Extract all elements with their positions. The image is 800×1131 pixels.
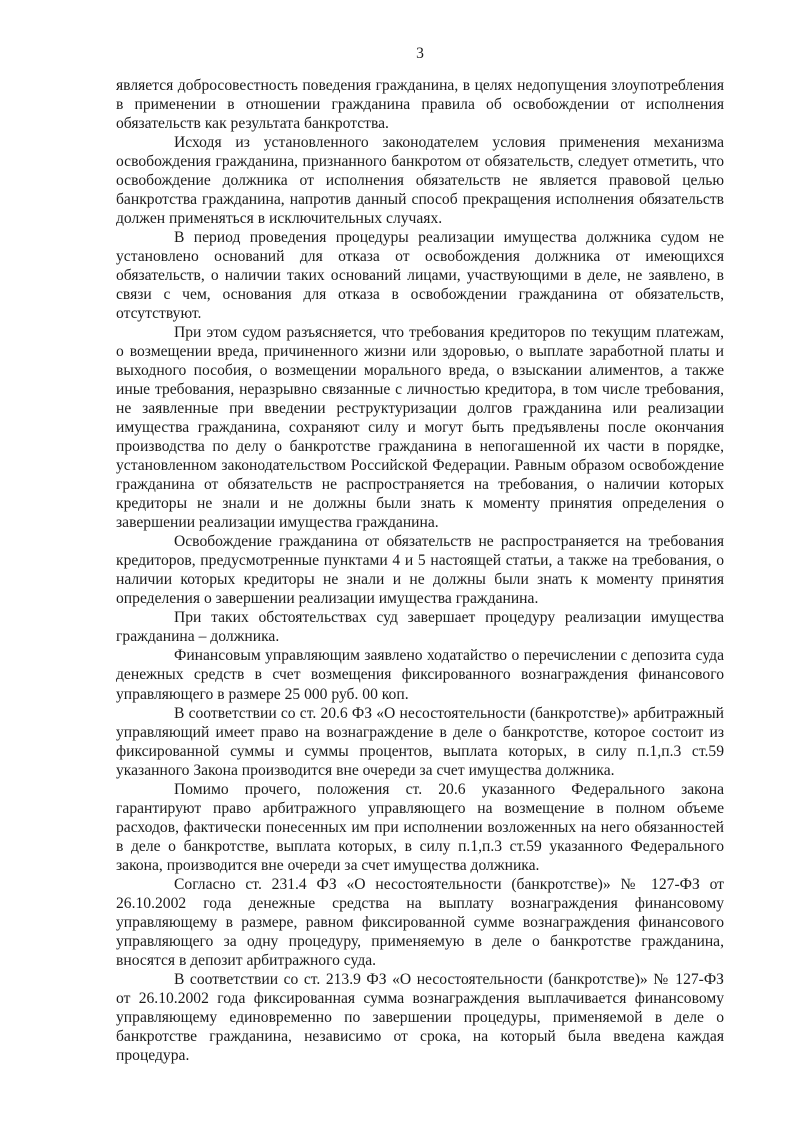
paragraph-1: является добросовестность поведения гражданина, в целях недопущения злоупотребления в применении в отношении гражданина правила об освобождении от исполнения обязательств как результата банкротства.	[116, 77, 724, 133]
paragraph-8: В соответствии со ст. 20.6 ФЗ «О несостоятельности (банкротстве)» арбитражный управляющий имеет право на вознаграждение в деле о банкротстве, которое состоит из фиксированной суммы и суммы процентов, выплата которых, в силу п.1,п.3 ст.59 указанного Закона производится вне очереди за счет имущества должника.	[116, 704, 724, 779]
paragraph-11: В соответствии со ст. 213.9 ФЗ «О несостоятельности (банкротстве)» № 127-ФЗ от 26.10.2002 года фиксированная сумма вознаграждения выплачивается финансовому управляющему единовременно по завершении процедуры, применяемой в деле о банкротстве гражданина, независимо от срока, на который была введена каждая процедура.	[116, 970, 724, 1064]
paragraph-6: При таких обстоятельствах суд завершает процедуру реализации имущества гражданина – должника.	[116, 609, 724, 646]
paragraph-3: В период проведения процедуры реализации имущества должника судом не установлено оснований для отказа от освобождения должника от имеющихся обязательств, о наличии таких оснований лицами, участвующими в деле, не заявлено, в связи с чем, основания для отказа в освобождении гражданина от обязательств, отсутствуют.	[116, 229, 724, 323]
paragraph-2: Исходя из установленного законодателем условия применения механизма освобождения гражданина, признанного банкротом от обязательств, следует отметить, что освобождение должника от исполнения обязательств не является правовой целью банкротства гражданина, напротив данный способ прекращения исполнения обязательств должен применяться в исключительных случаях.	[116, 134, 724, 228]
paragraph-9: Помимо прочего, положения ст. 20.6 указанного Федерального закона гарантируют право арбитражного управляющего на возмещение в полном объеме расходов, фактически понесенных им при исполнении возложенных на него обязанностей в деле о банкротстве, выплата которых, в силу п.1,п.3 ст.59 указанного Федерального закона, производится вне очереди за счет имущества должника.	[116, 780, 724, 874]
paragraph-5: Освобождение гражданина от обязательств не распространяется на требования кредиторов, предусмотренные пунктами 4 и 5 настоящей статьи, а также на требования, о наличии которых кредиторы не знали и не должны были знать к моменту принятия определения о завершении реализации имущества гражданина.	[116, 533, 724, 608]
page-number: 3	[416, 45, 424, 62]
paragraph-7: Финансовым управляющим заявлено ходатайство о перечислении с депозита суда денежных средств в счет возмещения фиксированного вознаграждения финансового управляющего в размере 25 000 руб. 00 коп.	[116, 647, 724, 703]
paragraph-4: При этом судом разъясняется, что требования кредиторов по текущим платежам, о возмещении вреда, причиненного жизни или здоровью, о выплате заработной платы и выходного пособия, о возмещении морального вреда, о взыскании алиментов, а также иные требования, неразрывно связанные с личностью кредитора, в том числе требования, не заявленные при введении реструктуризации долгов гражданина или реализации имущества гражданина, сохраняют силу и могут быть предъявлены после окончания производства по делу о банкротстве гражданина в непогашенной их части в порядке, установленном законодательством Российской Федерации. Равным образом освобождение гражданина от обязательств не распространяется на требования, о наличии которых кредиторы не знали и не должны были знать к моменту принятия определения о завершении реализации имущества гражданина.	[116, 324, 724, 532]
document-page	[116, 44, 724, 1065]
paragraph-10: Согласно ст. 231.4 ФЗ «О несостоятельности (банкротстве)» № 127-ФЗ от 26.10.2002 года денежные средства на выплату вознаграждения финансовому управляющему в размере, равном фиксированной сумме вознаграждения финансового управляющего за одну процедуру, применяемую в деле о банкротстве гражданина, вносятся в депозит арбитражного суда.	[116, 875, 724, 969]
